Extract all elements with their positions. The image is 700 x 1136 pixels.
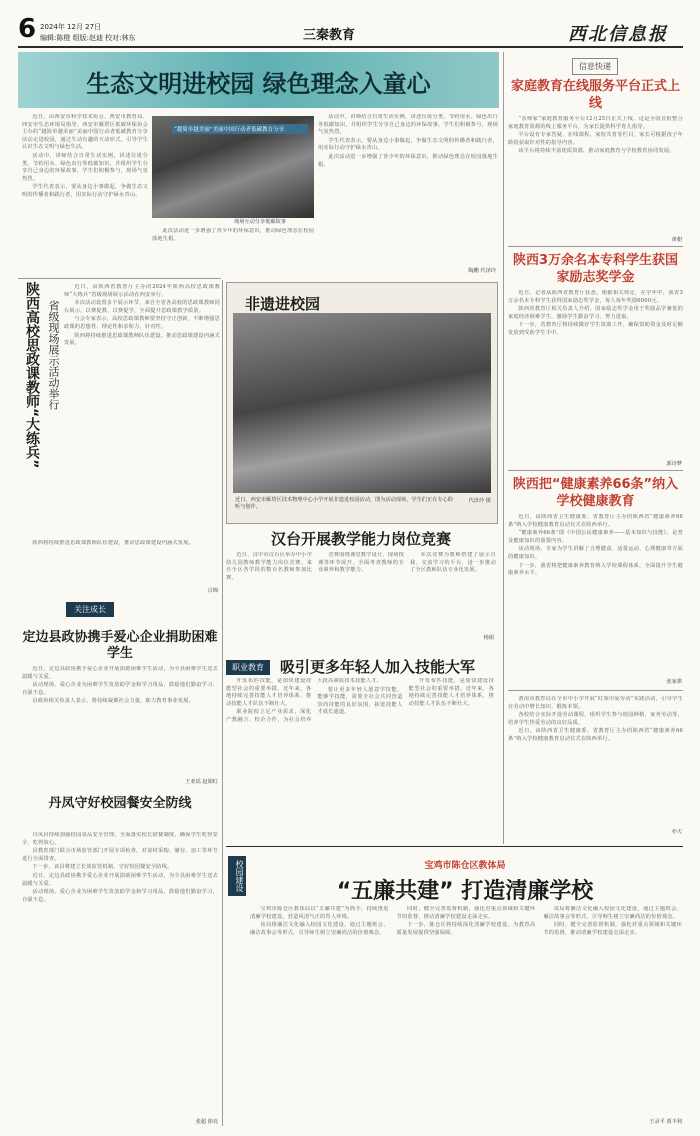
scholarship-headline: 陕西3万余名本专科学生获国家励志奖学金: [512, 253, 679, 285]
feature-body-bottom: 陕西将持续推进思政课教师队伍建设，推动思政课建设内涵式发展。: [32, 540, 195, 546]
canteen-body: 丹凤县持续加强校园食品安全管理，全面落实校长陪餐制度，确保学生吃得安全、吃得放心。 县教育部门联合市场监管部门开展专项检查，对食材采购、储存、加工等环节进行全面排查。 下一步，该县将建立长效监管机制，守好校园餐安全防线。 近日，定边县政协携手爱心企业开展捐助困难学生活动，为全县困难学生送去温暖与关爱。 活动现场，爱心企业为困难学生发放助学金和学习用品，鼓励他们勤奋学习、自强不息。: [22, 832, 218, 903]
section-title: 三秦教育: [303, 28, 356, 43]
lead-body-col1: 近日，由西安市科学技术协会、西安市教育局、西安市生态环境局指导，西安市雁塔区低碳环保协会主办的“越简单越美丽”美丽中国行动者低碳教育分享活动走进校园，通过生动有趣的互动形式，引导学生认识生态文明与绿色生活。 活动中，讲师结合日常生活实例，讲述垃圾分类、节约用水、绿色出行等低碳知识，并组织学生分享自己身边的环保故事。学生们积极参与，现场气氛热烈。 学生代表表示，要从身边小事做起，争做生态文明的传播者和践行者，用实际行动守护绿水青山。: [22, 114, 148, 198]
page-number: 6: [18, 14, 37, 44]
side-rule-1: [508, 246, 683, 247]
column-divider-right: [503, 52, 504, 844]
health-body: 近日，由陕西省卫生健康委、省教育厅主办的陕西省“健康素养66条”纳入学校健康教育启动仪式在陕西举行。 “健康素养66条”即《中国公民健康素养——基本知识与技能》，是普及健康知识的重要内容。 活动现场，专家为学生讲解了合理膳食、适量运动、心理健康等方面的健康知识。 下一步，我省将把健康素养教育纳入学校课程体系，全面提升学生健康素养水平。: [508, 514, 683, 577]
side-tag: 信息快递: [572, 58, 618, 75]
donation-headline: 定边县政协携手爱心企业捐助困难学生: [22, 630, 218, 661]
heritage-byline: 代泽玲 摄: [468, 498, 491, 504]
heritage-caption: 近日，西安市雁塔区技术物理中心小学开展非遗进校园活动，图为活动现场，学生们正在专心聆听与创作。: [235, 497, 453, 510]
side-rule-2: [508, 470, 683, 471]
masthead-logo: 西北信息报: [568, 24, 668, 45]
labor-byline: 亦天: [671, 829, 682, 835]
feature-headline: 陕西高校思政课教师“大练兵”: [24, 282, 40, 469]
feature-byline: 吕锦: [207, 588, 218, 594]
lead-headline: 生态文明进校园 绿色理念入童心: [86, 70, 431, 98]
scholarship-body: 近日，记者从陕西省教育厅获悉，根据相关规定，在学年中，我省3万余名本专科学生获得国家励志奖学金，每人每年奖励6000元。 陕西省教育厅相关负责人介绍，国家励志奖学金用于奖励品学兼优的家庭经济困难学生，激励学生勤奋学习、努力进取。 下一步，省教育厅将持续做好学生资助工作，确保资助资金及时足额发放到受助学生手中。: [508, 290, 683, 336]
school-top-rule: [226, 846, 683, 847]
donation-body: 近日，定边县政协携手爱心企业开展捐助困难学生活动，为全县困难学生送去温暖与关爱。 活动现场，爱心企业为困难学生发放助学金和学习用品，鼓励他们勤奋学习、自强不息。 县政协相关负责人表示，将持续凝聚社会力量，助力教育事业发展。: [22, 666, 218, 705]
family-ed-body: “亲师家”家庭教育服务平台12月25日正式上线。这是全国首批整合家庭教育资源的线上服务平台，为家长提供科学育儿指导。 平台设有专家答疑、在线课程、家校共育等栏目，家长可根据孩子年龄段获取针对性的指导内容。 该平台将持续丰富优质资源，推动家庭教育与学校教育协同发展。: [508, 116, 683, 155]
editor-credits: 编辑:陈橙 组版:赵迪 校对:林东: [40, 34, 136, 42]
school-body: 宝鸡市陈仓区教体局以“五廉共建”为抓手，持续推进清廉学校建设，营造风清气正的育人环境。 该局将廉洁文化融入校园文化建设，通过主题班会、廉洁故事会等形式，引导师生树立崇廉尚洁的价值观念。 同时，健全完善监督机制，强化对重点领域和关键环节的监督，推动清廉学校建设走深走实。 下一步，陈仓区将持续深化清廉学校建设，为教育高质量发展提供坚强保障。 该局将廉洁文化融入校园文化建设，通过主题班会、廉洁故事会等形式，引导师生树立崇廉尚洁的价值观念。 同时，健全完善监督机制，强化对重点领域和关键环节的监督，推动清廉学校建设走深走实。: [250, 906, 682, 936]
scholarship-byline: 郭诗梦: [666, 461, 682, 467]
vocational-body: 开发布匹技能，是加快建设技能型社会的重要举措。近年来，各地持续完善技能人才培养体系，推动技能人才队伍不断壮大。 职业院校立足产业需求，深化产教融合、校企合作，为社会培养大批高素质技术技能人才。 要让更多年轻人愿意学技能、能够学技能，需要全社会共同营造崇尚技能的良好氛围，拓宽技能人才成长通道。 开发布匹技能，是加快建设技能型社会的重要举措。近年来，各地持续完善技能人才培养体系，推动技能人才队伍不断壮大。: [226, 678, 494, 723]
donation-byline: 王亚瑶 赵娟红: [185, 779, 218, 785]
school-subtitle: 宝鸡市陈仓区教体局: [424, 861, 506, 871]
lead-photo-banner: “越简单越美丽”美丽中国行动者低碳教育分享: [172, 124, 308, 134]
issue-date: 2024年 12月 27日: [40, 23, 102, 31]
lead-byline: 陶鹏 代泽玲: [468, 268, 496, 274]
health-byline: 张家祺: [666, 679, 682, 685]
heritage-banner: 非遗进校园: [245, 295, 321, 313]
labor-body: 渭南市教育局在全市中小学开展“红领巾爱劳动”实践活动，引导学生在劳动中增长知识、锻炼本领。 各校结合实际开设劳动课程，组织学生参与校园种植、家务劳动等，培养学生热爱劳动的良好品质。 近日，由陕西省卫生健康委、省教育厅主办的陕西省“健康素养66条”纳入学校健康教育启动仪式在陕西举行。: [508, 696, 683, 742]
school-byline: 王录平 贾丰利: [649, 1119, 682, 1125]
lead-title-banner: [18, 52, 499, 108]
health-headline: 陕西把“健康素养66条”纳入学校健康教育: [512, 477, 679, 509]
canteen-headline: 丹凤守好校园餐安全防线: [48, 796, 192, 811]
header-rule: [18, 46, 683, 48]
family-ed-byline: 黄朝: [671, 237, 682, 243]
lead-body-col2: 此次活动进一步增强了青少年的环保意识，推动绿色理念在校园落地生根。: [152, 228, 314, 242]
heritage-photo: [233, 313, 491, 493]
growth-tag: 关注成长: [66, 602, 114, 617]
feature-kicker: 省级现场展示活动举行: [47, 300, 60, 410]
competition-body: 近日，汉中市汉台区举办中小学幼儿园教师教学能力岗位竞赛。来自全区各学段的数百名教师参加比赛。 竞赛围绕课堂教学设计、现场授课等环节展开，全面考查教师的专业素养和教学能力。 本次竞赛为教师搭建了展示自我、交流学习的平台，进一步推动了全区教师队伍专业化发展。: [226, 552, 496, 581]
feature-body-right: 近日，由陕西省教育厅主办的2024年陕西高校思政课教师“大练兵”省级现场展示活动在西安举行。 本次活动设置多个展示环节，来自全省各高校的思政课教师同台展示，以赛促教、以赛促学，全面提升思政课教学质量。 与会专家表示，高校思政课教师要坚持守正创新，不断增强思政课的思想性、理论性和亲和力、针对性。 陕西将持续推进思政课教师队伍建设，推动思政课建设内涵式发展。: [64, 284, 220, 347]
lead-photo: [152, 116, 314, 218]
family-ed-headline: 家庭教育在线服务平台正式上线: [510, 79, 680, 111]
school-headline: “五廉共建” 打造清廉学校: [336, 879, 594, 904]
vocational-tag: 职业教育: [226, 660, 270, 675]
heritage-photo-frame: [226, 282, 498, 524]
vocational-headline: 吸引更多年轻人加入技能大军: [280, 658, 476, 676]
lead-photo-caption: 现场互动分享低碳故事: [234, 219, 286, 225]
competition-headline: 汉台开展教学能力岗位竞赛: [270, 530, 451, 548]
lead-body-col3: 活动中，讲师结合日常生活实例，讲述垃圾分类、节约用水、绿色出行等低碳知识，并组织学生分享自己身边的环保故事。学生们积极参与，现场气氛热烈。 学生代表表示，要从身边小事做起，争做生态文明的传播者和践行者，用实际行动守护绿水青山。 此次活动进一步增强了青少年的环保意识，推动绿色理念在校园落地生根。: [318, 114, 498, 168]
school-tag: 校园建设: [228, 856, 246, 896]
canteen-byline: 张超 徐亮: [195, 1119, 218, 1125]
feature-top-rule: [18, 278, 221, 279]
column-divider-left: [222, 280, 223, 1126]
side-rule-3: [508, 690, 683, 691]
competition-byline: 杨娟: [483, 635, 494, 641]
